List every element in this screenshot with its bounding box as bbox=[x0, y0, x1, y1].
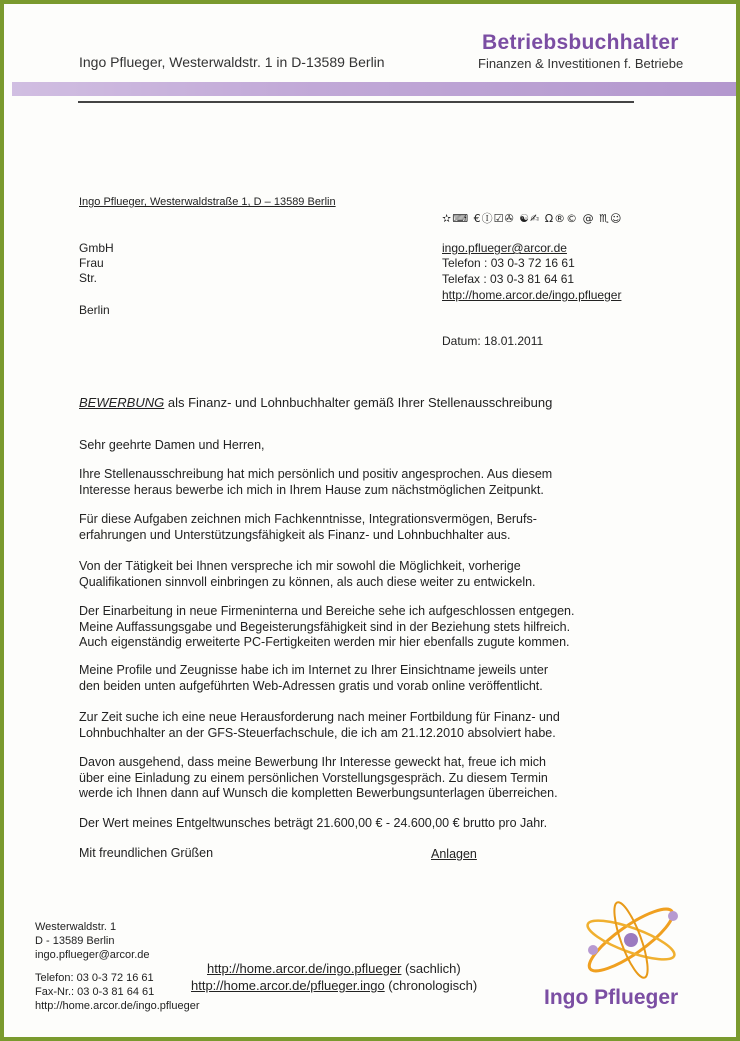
header-band bbox=[12, 82, 736, 96]
footer-link-note: (chronologisch) bbox=[384, 978, 478, 993]
paragraph-line: Meine Auffassungsgabe und Begeisterungsfähigkeit sind in der Beziehung stets hilfreich. bbox=[79, 619, 571, 634]
paragraph-5 bbox=[79, 663, 639, 694]
paragraph-line: Ihre Stellenausschreibung hat mich persönlich und positiv angesprochen. Aus diesem bbox=[79, 467, 553, 481]
brand-title: Betriebsbuchhalter bbox=[482, 31, 679, 54]
paragraph-7 bbox=[79, 755, 639, 802]
paragraph-line: Von der Tätigkeit bei Ihnen verspreche ich mir sowohl die Möglichkeit, vorherige bbox=[79, 559, 521, 573]
footer-link-sachlich[interactable]: http://home.arcor.de/ingo.pflueger bbox=[207, 961, 402, 976]
paragraph-line: werde ich Ihnen dann auf Wunsch die kompletten Bewerbungsunterlagen überreichen. bbox=[79, 786, 558, 800]
subject-rest: als Finanz- und Lohnbuchhalter gemäß Ihrer Stellenausschreibung bbox=[164, 395, 553, 410]
paragraph-line: über eine Einladung zu einem persönlichen Vorstellungsgespräch. Zu diesem Termin bbox=[79, 770, 548, 785]
atom-logo-icon bbox=[579, 892, 699, 982]
paragraph-line: Für diese Aufgaben zeichnen mich Fachkenntnisse, Integrationsvermögen, Berufs- bbox=[79, 512, 537, 526]
footer-web: http://home.arcor.de/ingo.pflueger bbox=[35, 1000, 200, 1012]
recipient-city: Berlin bbox=[79, 303, 110, 317]
letter-date: Datum: 18.01.2011 bbox=[442, 334, 544, 348]
paragraph-line: Der Wert meines Entgeltwunsches beträgt 21.600,00 € - 24.600,00 € brutto pro Jahr. bbox=[79, 816, 548, 830]
footer-city: D - 13589 Berlin bbox=[35, 935, 115, 947]
paragraph-1 bbox=[79, 467, 639, 498]
recipient-line-2: Frau bbox=[79, 256, 104, 270]
footer-email: ingo.pflueger@arcor.de bbox=[35, 949, 150, 961]
attachments-link[interactable]: Anlagen bbox=[431, 847, 477, 861]
header-rule bbox=[78, 101, 634, 103]
paragraph-line: Qualifikationen sinnvoll einbringen zu können, als auch diese weiter zu entwickeln. bbox=[79, 574, 536, 589]
paragraph-line: Zur Zeit suche ich eine neue Herausforderung nach meiner Fortbildung für Finanz- und bbox=[79, 710, 560, 724]
salutation: Sehr geehrte Damen und Herren, bbox=[79, 438, 265, 452]
paragraph-line: erfahrungen und Unterstützungsfähigkeit als Finanz- und Lohnbuchhalter aus. bbox=[79, 527, 511, 542]
return-address: Ingo Pflueger, Westerwaldstraße 1, D – 13589 Berlin bbox=[79, 196, 336, 208]
paragraph-3 bbox=[79, 559, 639, 590]
paragraph-line: den beiden unten aufgeführten Web-Adressen gratis und vorab online veröffentlicht. bbox=[79, 678, 543, 693]
footer-link-row-2 bbox=[191, 978, 477, 993]
subject-keyword: BEWERBUNG bbox=[79, 395, 165, 410]
header-sender-line: Ingo Pflueger, Westerwaldstr. 1 in D-13589 Berlin bbox=[79, 54, 385, 70]
footer-link-chronologisch[interactable]: http://home.arcor.de/pflueger.ingo bbox=[191, 978, 385, 993]
paragraph-4 bbox=[79, 604, 639, 651]
recipient-line-3: Str. bbox=[79, 271, 98, 285]
contact-email-link[interactable]: ingo.pflueger@arcor.de bbox=[442, 241, 567, 255]
subject-line bbox=[79, 395, 552, 410]
footer-street: Westerwaldstr. 1 bbox=[35, 921, 117, 933]
closing: Mit freundlichen Grüßen bbox=[79, 846, 214, 860]
paragraph-line: Lohnbuchhalter an der GFS-Steuerfachschule, die ich am 21.12.2010 absolviert habe. bbox=[79, 725, 556, 740]
paragraph-line: Davon ausgehend, dass meine Bewerbung Ihr Interesse geweckt hat, freue ich mich bbox=[79, 755, 546, 769]
footer-link-note: (sachlich) bbox=[401, 961, 461, 976]
paragraph-6 bbox=[79, 710, 639, 741]
paragraph-line: Auch eigenständig erweiterte PC-Fertigkeiten werden mir hier ebenfalls zugute kommen. bbox=[79, 635, 570, 649]
paragraph-8 bbox=[79, 816, 639, 832]
contact-telefon: Telefon : 03 0-3 72 16 61 bbox=[442, 256, 575, 270]
logo-name: Ingo Pflueger bbox=[544, 986, 679, 1009]
paragraph-2 bbox=[79, 512, 639, 543]
contact-telefax: Telefax : 03 0-3 81 64 61 bbox=[442, 272, 575, 286]
paragraph-line: Meine Profile und Zeugnisse habe ich im Internet zu Ihrer Einsichtname jeweils unter bbox=[79, 663, 548, 677]
footer-link-row-1 bbox=[207, 961, 461, 976]
contact-website-link[interactable]: http://home.arcor.de/ingo.pflueger bbox=[442, 288, 622, 302]
paragraph-line: Interesse heraus bewerbe ich mich in Ihrem Hause zum nächstmöglichen Zeitpunkt. bbox=[79, 482, 544, 497]
footer-fax: Fax-Nr.: 03 0-3 81 64 61 bbox=[35, 986, 155, 998]
symbol-row: ✫⌨ €Ⓘ☑✇ ☯✍ Ω®© @ ♏☺ bbox=[442, 212, 623, 225]
footer-telefon: Telefon: 03 0-3 72 16 61 bbox=[35, 972, 154, 984]
paragraph-line: Der Einarbeitung in neue Firmeninterna und Bereiche sehe ich aufgeschlossen entgegen. bbox=[79, 604, 575, 618]
brand-subtitle: Finanzen & Investitionen f. Betriebe bbox=[478, 56, 684, 71]
recipient-line-1: GmbH bbox=[79, 241, 114, 255]
